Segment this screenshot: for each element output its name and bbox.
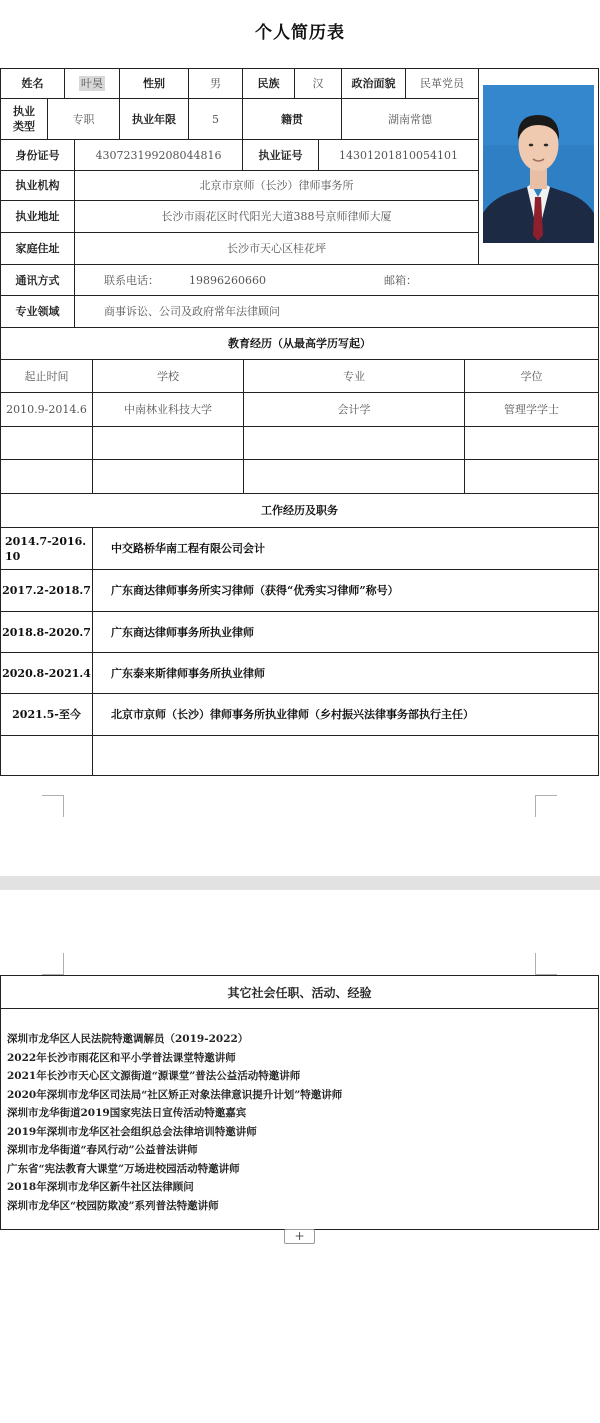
work-desc-empty[interactable] (93, 736, 598, 775)
gender-label: 性别 (120, 69, 188, 98)
address-label: 执业地址 (1, 201, 74, 232)
social-section-title: 其它社会任职、活动、经验 (1, 976, 598, 1009)
list-item: 深圳市龙华街道2019国家宪法日宣传活动特邀嘉宾 (7, 1107, 247, 1119)
photo-cell (479, 69, 598, 264)
contact-label: 通讯方式 (1, 265, 74, 295)
list-item: 2018年深圳市龙华区新牛社区法律顾问 (7, 1181, 194, 1193)
home-value[interactable]: 长沙市天心区桂花坪 (75, 233, 478, 264)
work-desc[interactable]: 广东商达律师事务所实习律师（获得“优秀实习律师”称号） (93, 570, 598, 611)
field-value[interactable]: 商事诉讼、公司及政府常年法律顾问 (75, 296, 598, 327)
edu-cell-empty[interactable] (465, 427, 598, 459)
page-break-gap (0, 876, 600, 890)
list-item: 广东省“宪法教育大课堂”万场进校园活动特邀讲师 (7, 1162, 240, 1175)
page-title: 个人简历表 (255, 23, 345, 43)
education-section-title: 教育经历（从最高学历写起） (1, 328, 598, 359)
name-label: 姓名 (1, 69, 64, 98)
phone-value: 19896260660 (189, 273, 266, 287)
work-period[interactable]: 2020.8-2021.4 (1, 653, 92, 693)
license-label: 执业证号 (243, 140, 318, 170)
name-value[interactable] (65, 69, 119, 98)
name-text: 叶昊 (81, 77, 103, 90)
edu-cell-empty[interactable] (1, 460, 92, 493)
work-desc[interactable]: 北京市京师（长沙）律师事务所执业律师（乡村振兴法律事务部执行主任） (93, 694, 598, 735)
phone-label: 联系电话： (104, 273, 159, 287)
add-row-button[interactable]: + (284, 1229, 315, 1244)
edu-cell-degree[interactable]: 管理学学士 (465, 393, 598, 426)
license-value[interactable]: 14301201810054101 (319, 140, 478, 170)
list-item: 2021年长沙市天心区文源街道“源课堂”普法公益活动特邀讲师 (7, 1070, 301, 1082)
edu-cell-empty[interactable] (244, 460, 464, 493)
years-label: 执业年限 (120, 99, 188, 139)
email-label: 邮箱： (383, 273, 417, 287)
edu-header-degree: 学位 (465, 360, 598, 392)
work-desc[interactable]: 广东商达律师事务所执业律师 (93, 612, 598, 652)
portrait-photo (483, 85, 594, 243)
field-label: 专业领域 (1, 296, 74, 327)
list-item: 深圳市龙华街道“春风行动”公益普法讲师 (7, 1144, 198, 1156)
years-value[interactable]: 5 (189, 99, 242, 139)
ethnicity-value[interactable]: 汉 (295, 69, 341, 98)
work-period-empty[interactable] (1, 736, 92, 775)
id-label: 身份证号 (1, 140, 74, 170)
gender-value[interactable]: 男 (189, 69, 242, 98)
edu-cell-empty[interactable] (465, 460, 598, 493)
list-item: 2020年深圳市龙华区司法局“社区矫正对象法律意识提升计划”特邀讲师 (7, 1088, 343, 1101)
edu-cell-empty[interactable] (244, 427, 464, 459)
edu-header-period: 起止时间 (1, 360, 92, 392)
political-value[interactable]: 民革党员 (406, 69, 478, 98)
work-period[interactable]: 2018.8-2020.7 (1, 612, 92, 652)
resume-table (0, 68, 599, 776)
practice-type-value[interactable]: 专职 (48, 99, 119, 139)
list-item: 2022年长沙市雨花区和平小学普法课堂特邀讲师 (7, 1051, 236, 1064)
origin-label: 籍贯 (243, 99, 341, 139)
page-corner-mark (42, 795, 64, 817)
social-activities-list (7, 1030, 342, 1215)
edu-header-school: 学校 (93, 360, 243, 392)
practice-type-label: 执业类型 (1, 99, 47, 139)
edu-cell-school[interactable]: 中南林业科技大学 (93, 393, 243, 426)
ethnicity-label: 民族 (243, 69, 294, 98)
work-desc[interactable]: 广东泰来斯律师事务所执业律师 (93, 653, 598, 693)
edu-cell-empty[interactable] (93, 460, 243, 493)
origin-value[interactable]: 湖南常德 (342, 99, 478, 139)
list-item: 2019年深圳市龙华区社会组织总会法律培训特邀讲师 (7, 1125, 257, 1138)
edu-cell-empty[interactable] (93, 427, 243, 459)
edu-cell-period[interactable]: 2010.9-2014.6 (1, 393, 92, 426)
edu-cell-major[interactable]: 会计学 (244, 393, 464, 426)
page-corner-mark (535, 795, 557, 817)
id-value[interactable]: 430723199208044816 (75, 140, 242, 170)
edu-header-major: 专业 (244, 360, 464, 392)
list-item: 深圳市龙华区人民法院特邀调解员（2019-2022） (7, 1033, 249, 1045)
work-period[interactable]: 2017.2-2018.7 (1, 570, 92, 611)
page-corner-mark (535, 953, 557, 975)
work-period[interactable]: 2021.5-至今 (1, 694, 92, 735)
work-period[interactable]: 2014.7-2016.10 (1, 528, 92, 569)
firm-label: 执业机构 (1, 171, 74, 200)
work-section-title: 工作经历及职务 (1, 494, 598, 527)
political-label: 政治面貌 (342, 69, 405, 98)
edu-cell-empty[interactable] (1, 427, 92, 459)
social-activities-table (0, 975, 599, 1230)
address-value[interactable]: 长沙市雨花区时代阳光大道388号京师律师大厦 (75, 201, 478, 232)
home-label: 家庭住址 (1, 233, 74, 264)
work-desc[interactable]: 中交路桥华南工程有限公司会计 (93, 528, 598, 569)
firm-value[interactable]: 北京市京师（长沙）律师事务所 (75, 171, 478, 200)
page-corner-mark (42, 953, 64, 975)
contact-value[interactable] (75, 265, 598, 295)
list-item: 深圳市龙华区“校园防欺凌”系列普法特邀讲师 (7, 1199, 219, 1212)
